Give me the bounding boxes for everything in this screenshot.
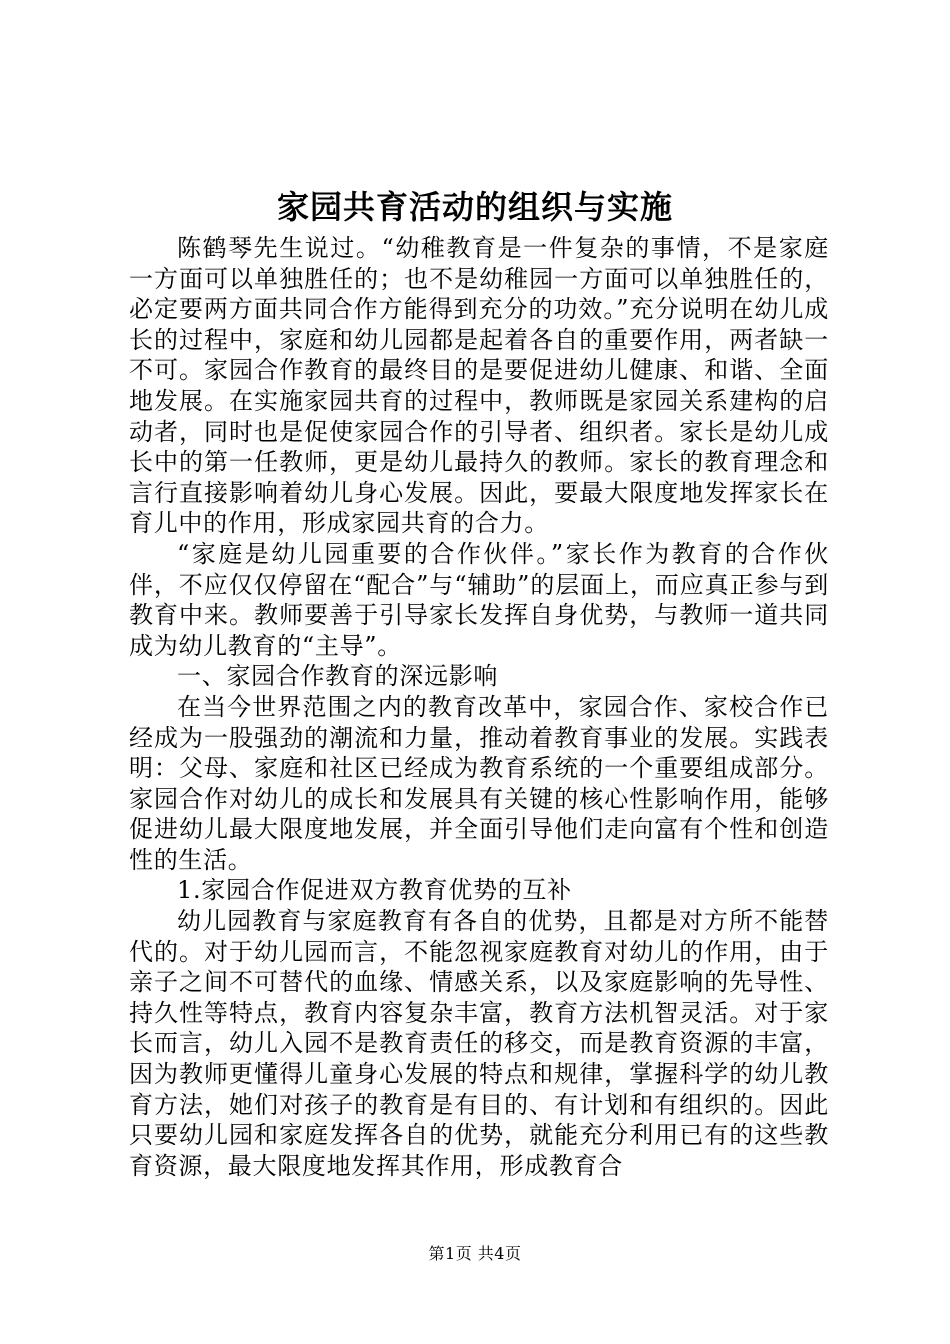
section-1-paragraph: 在当今世界范围之内的教育改革中，家园合作、家校合作已经成为一股强劲的潮流和力量，推动着教育事业的发展。实践表明：父母、家庭和社区已经成为教育系统的一个重要组成部分。家园合作对幼儿的成长和发展具有关键的核心性影响作用，能够促进幼儿最大限度地发展，并全面引导他们走向富有个性和创造性的生活。 (129, 692, 829, 874)
subsection-1-paragraph: 幼儿园教育与家庭教育有各自的优势，且都是对方所不能替代的。对于幼儿园而言，不能忽视家庭教育对幼儿的作用，由于亲子之间不可替代的血缘、情感关系，以及家庭影响的先导性、持久性等特点，教育内容复杂丰富，教育方法机智灵活。对于家长而言，幼儿入园不是教育责任的移交，而是教育资源的丰富，因为教师更懂得儿童身心发展的特点和规律，掌握科学的幼儿教育方法，她们对孩子的教育是有目的、有计划和有组织的。因此只要幼儿园和家庭发挥各自的优势，就能充分利用已有的这些教育资源，最大限度地发挥其作用，形成教育合 (129, 907, 829, 1180)
document-title: 家园共育活动的组织与实施 (276, 188, 673, 226)
intro-paragraph-2: “家庭是幼儿园重要的合作伙伴。”家长作为教育的合作伙伴，不应仅仅停留在“配合”与“辅助”的层面上，而应真正参与到教育中来。教师要善于引导家长发挥自身优势，与教师一道共同成为幼儿教育的“主导”。 (129, 539, 829, 660)
intro-paragraph-1: 陈鹤琴先生说过。“幼稚教育是一件复杂的事情，不是家庭一方面可以单独胜任的；也不是幼稚园一方面可以单独胜任的，必定要两方面共同合作方能得到充分的功效。”充分说明在幼儿成长的过程中，家庭和幼儿园都是起着各自的重要作用，两者缺一不可。家园合作教育的最终目的是要促进幼儿健康、和谐、全面地发展。在实施家园共育的过程中，教师既是家园关系建构的启动者，同时也是促使家园合作的引导者、组织者。家长是幼儿成长中的第一任教师，更是幼儿最持久的教师。家长的教育理念和言行直接影响着幼儿身心发展。因此，要最大限度地发挥家长在育儿中的作用，形成家园共育的合力。 (129, 234, 829, 538)
section-heading-1: 一、家园合作教育的深远影响 (177, 662, 499, 691)
document-body (129, 233, 829, 1181)
page-number-footer: 第1页 共4页 (428, 1244, 522, 1263)
subsection-heading-1: 1.家园合作促进双方教育优势的互补 (177, 876, 572, 905)
